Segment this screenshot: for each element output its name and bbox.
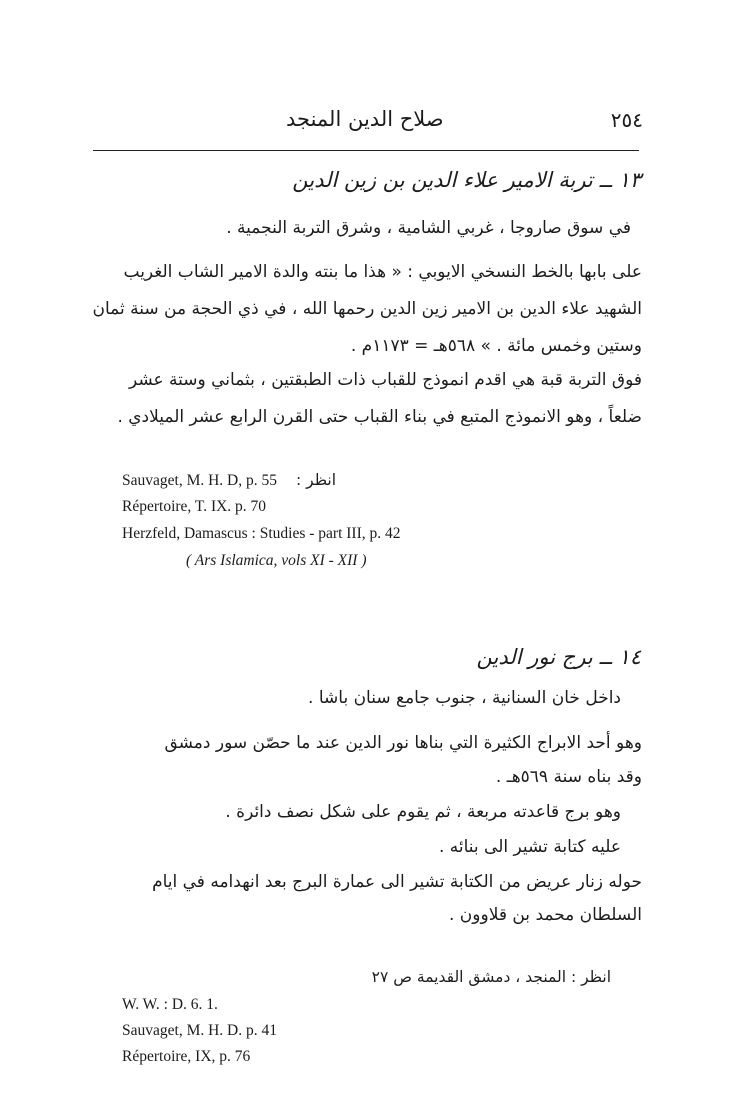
- entry-13-ref-3: Herzfeld, Damascus : Studies - part III, p. 42: [122, 525, 401, 542]
- entry-13-heading: ١٣ ــ تربة الامير علاء الدين بن زين الدين: [292, 168, 641, 192]
- entry-14-line-5: عليه كتابة تشير الى بنائه .: [438, 837, 621, 857]
- entry-14-line-6: حوله زنار عريض من الكتابة تشير الى عمارة البرج بعد انهدامه في ايام: [152, 872, 642, 892]
- entry-13-line-3: الشهيد علاء الدين بن الامير زين الدين رحمها الله ، في ذي الحجة من سنة ثمان: [92, 299, 642, 319]
- entry-13-see-label: انظر :: [296, 471, 337, 489]
- entry-13-line-6: ضلعاً ، وهو الانموذج المتبع في بناء القباب حتى القرن الرابع عشر الميلادي .: [117, 407, 642, 427]
- entry-14-ref-1: W. W. : D. 6. 1.: [122, 996, 218, 1013]
- entry-13-line-5: فوق التربة قبة هي اقدم انموذج للقباب ذات الطبقتين ، بثماني وستة عشر: [128, 370, 642, 390]
- entry-14-line-1: داخل خان السنانية ، جنوب جامع سنان باشا .: [308, 688, 621, 708]
- entry-13-line-1: في سوق صاروجا ، غربي الشامية ، وشرق التربة النجمية .: [226, 218, 631, 238]
- header-rule: [93, 150, 639, 151]
- running-title: صلاح الدين المنجد: [286, 107, 444, 131]
- entry-13-ref-4: ( Ars Islamica, vols XI - XII ): [186, 552, 367, 569]
- entry-14-line-2: وهو أحد الابراج الكثيرة التي بناها نور الدين عند ما حصّن سور دمشق: [164, 733, 642, 753]
- entry-14-line-7: السلطان محمد بن قلاوون .: [448, 905, 642, 925]
- entry-14-line-4: وهو برج قاعدته مربعة ، ثم يقوم على شكل نصف دائرة .: [225, 802, 621, 822]
- entry-14-arabic-ref: انظر : المنجد ، دمشق القديمة ص ٢٧: [371, 968, 611, 986]
- entry-14-heading: ١٤ ــ برج نور الدين: [476, 645, 641, 669]
- entry-13-line-4: وستين وخمس مائة . » ٥٦٨هـ = ١١٧٣م .: [350, 336, 642, 356]
- entry-14-line-3: وقد بناه سنة ٥٦٩هـ .: [495, 767, 642, 787]
- entry-14-ref-2: Sauvaget, M. H. D. p. 41: [122, 1022, 277, 1039]
- entry-13-ref-2: Répertoire, T. IX. p. 70: [122, 498, 267, 515]
- entry-13-ref-1: Sauvaget, M. H. D, p. 55: [122, 472, 277, 489]
- page-number: ٢٥٤: [610, 108, 643, 132]
- entry-13-line-2: على بابها بالخط النسخي الايوبي : « هذا ما بنته والدة الامير الشاب الغريب: [123, 262, 642, 282]
- entry-14-ref-3: Répertoire, IX, p. 76: [122, 1048, 251, 1065]
